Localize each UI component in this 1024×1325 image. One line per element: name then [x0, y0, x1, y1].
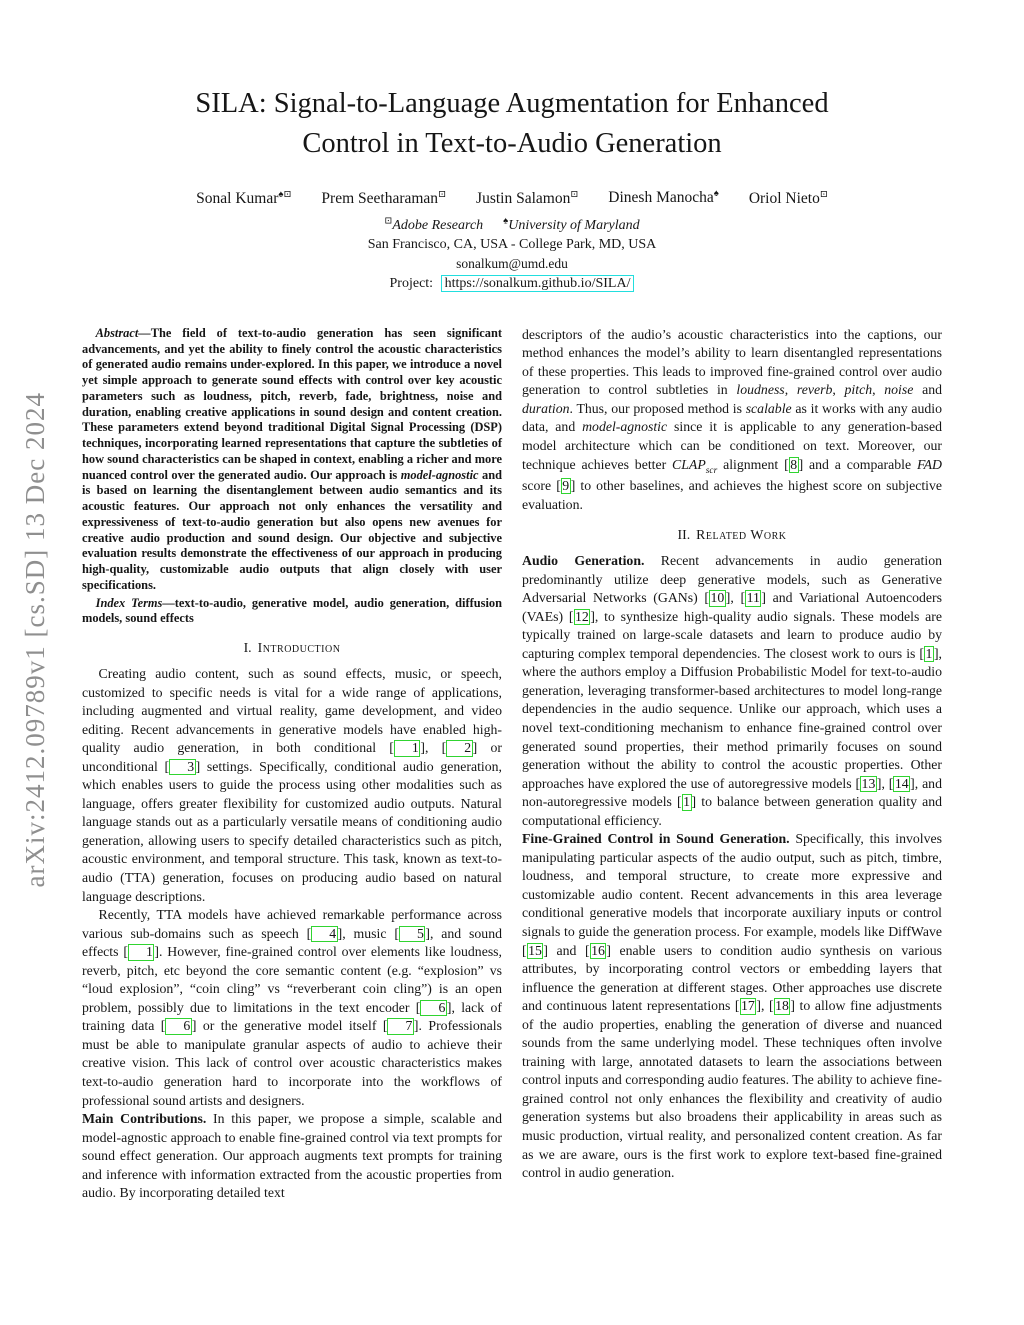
citation-6[interactable]: 6	[165, 1018, 191, 1034]
author-2: Prem Seetharaman⊡	[321, 189, 447, 208]
author-affiliation-mark: ⊡	[438, 189, 447, 200]
citation-1[interactable]: 1	[394, 740, 420, 756]
affiliation-2: ♠University of Maryland	[503, 216, 640, 233]
section-number: I.	[243, 640, 252, 655]
paper-title: SILA: Signal-to-Language Augmentation for Enhanced Control in Text-to-Audio Generation	[195, 88, 829, 160]
author-affiliation-mark: ⊡	[570, 189, 579, 200]
citation-3[interactable]: 3	[169, 759, 195, 775]
paragraph-lead: Main Contributions.	[82, 1111, 207, 1127]
paragraph: Main Contributions. In this paper, we propose a simple, scalable and model-agnostic approach to enable fine-grained control via text prompts for sound effect generation. Our approach augments text prompts for training and inference with information extracted from the acoustic properties from audio. By incorporating detailed text	[82, 1111, 502, 1201]
citation-2[interactable]: 2	[446, 740, 472, 756]
email-line: sonalkum@umd.edu	[456, 255, 568, 271]
paragraph-lead: Audio Generation.	[522, 553, 645, 569]
index-terms: Index Terms—text-to-audio, generative model, audio generation, diffusion models, sound effects	[82, 595, 502, 626]
paragraph-lead: Abstract—	[95, 325, 151, 340]
citation-15[interactable]: 15	[528, 942, 542, 958]
citation-13[interactable]: 13	[861, 775, 876, 791]
affiliation-1: ⊡Adobe Research	[384, 216, 484, 233]
author-4: Dinesh Manocha♠	[608, 188, 719, 207]
citation-11[interactable]: 11	[746, 590, 760, 606]
affiliation-mark: ♠	[503, 216, 509, 227]
citation-17[interactable]: 17	[741, 998, 755, 1014]
section-title: Related Work	[696, 527, 787, 543]
left-column	[82, 326, 502, 1203]
paragraph: descriptors of the audio’s acoustic characteristics into the captions, our method enhances the model’s ability to learn disentangled representations of these properties. This leads to improved fine-grained control over audio generation to control subtleties in loudness, reverb, pitch, noise and duration. Thus, our proposed method is scalable as it works with any audio data, and model-agnostic since it is applicable to any generation-based model architecture which can be conditioned on text. Moreover, our technique achieves better $CLAP_{scr}$ alignment [ 8 ] and a comparable FAD score [ 9 ] to other baselines, and achieves the highest score on subjective evaluation.	[522, 326, 943, 512]
right-column	[522, 326, 942, 1203]
citation-9[interactable]: 9	[562, 477, 570, 493]
paragraph-lead: Index Terms—	[95, 595, 175, 610]
affiliation-mark: ⊡	[384, 216, 393, 227]
citation-6[interactable]: 6	[420, 1000, 446, 1016]
citation-12[interactable]: 12	[575, 608, 589, 624]
author-3: Justin Salamon⊡	[476, 189, 579, 208]
project-link[interactable]: https://sonalkum.github.io/SILA/	[441, 275, 635, 292]
citation-16[interactable]: 16	[591, 942, 605, 958]
section-heading	[82, 640, 502, 656]
author-affiliation-mark: ⊡	[819, 189, 828, 200]
citation-14[interactable]: 14	[894, 775, 909, 791]
address-line: San Francisco, CA, USA - College Park, MD, USA	[367, 236, 657, 252]
author-affiliation-mark: ♠	[713, 188, 719, 199]
author-1: Sonal Kumar♠⊡	[196, 189, 292, 208]
project-label: Project:	[389, 275, 434, 291]
citation-4[interactable]: 4	[311, 926, 337, 942]
project-line	[0, 276, 1024, 292]
citation-7[interactable]: 7	[387, 1018, 413, 1034]
citation-18[interactable]: 18	[775, 998, 789, 1014]
affiliation-line	[0, 215, 1024, 234]
abstract: Abstract—The field of text-to-audio generation has seen significant advancements, and yet the ability to finely control the acoustic characteristics of generated audio remains under-explored. In this paper, we introduce a novel yet simple approach to generate sound effects with control over key acoustic parameters such as loudness, pitch, reverb, fade, brightness, noise and duration, enabling creative applications in sound design and content creation. These parameters extend beyond traditional Digital Signal Processing (DSP) techniques, incorporating learned representations that capture the subtleties of how sound characteristics can be shaped in context, enabling a richer and more nuanced control over the generated audio. Our approach is model-agnostic and is based on learning the disentanglement between audio semantics and its acoustic features. Our approach not only enhances the versatility and expressiveness of text-to-audio generation but also opens new avenues for creative audio production and sound design. Our objective and subjective evaluation results demonstrate the effectiveness of our approach in producing high-quality, customizable audio outputs that align closely with user specifications.	[82, 325, 502, 592]
citation-5[interactable]: 5	[399, 926, 425, 942]
citation-8[interactable]: 8	[790, 456, 798, 472]
two-column-body	[82, 326, 942, 1203]
citation-1[interactable]: 1	[683, 794, 691, 810]
arxiv-watermark: arXiv:2412.09789v1 [cs.SD] 13 Dec 2024	[19, 392, 50, 888]
paragraph: Recently, TTA models have achieved remarkable performance across various sub-domains such as speech [ 4 ], music [ 5 ], and sound effects [ 1 ]. However, fine-grained control over elements like loudness, reverb, pitch, etc beyond the core semantic content (e.g. “explosion” vs “loud explosion”, “coin cling” vs “reverberant coin cling”) is an open problem, possibly due to limitations in the text encoder [ 6 ], lack of training data [ 6 ] or the generative model itself [ 7 ]. Professionals must be able to manipulate granular aspects of audio to achieve their creative vision. This lack of control over acoustic characteristics makes text-to-audio generation hard to incorporate into the workflows of professional sound artists and designers.	[82, 907, 503, 1108]
section-heading	[522, 527, 942, 543]
citation-10[interactable]: 10	[710, 590, 725, 606]
paragraph-lead: Fine-Grained Control in Sound Generation.	[522, 831, 790, 847]
section-number: II.	[677, 527, 691, 543]
paragraph: Creating audio content, such as sound effects, music, or speech, customized to specific needs is vital for a wide range of applications, including augmented and virtual reality, game development, and video editing. Recent advancements in generative models have enabled high-quality audio generation, in both conditional [ 1 ], [ 2 ] or unconditional [ 3 ] settings. Specifically, conditional audio generation, which enables users to guide the process using other modalities such as language, offers greater flexibility for customized audio outputs. Natural language stands out as a particularly versatile means of conditioning audio generation, allowing users to specify detailed characteristics such as pitch, acoustic environment, and temporal structure. This task, known as text-to-audio (TTA) generation, focuses on producing audio based on natural language descriptions.	[82, 666, 502, 904]
citation-1[interactable]: 1	[128, 944, 154, 960]
author-line	[0, 189, 1024, 208]
author-affiliation-mark: ♠⊡	[278, 189, 292, 200]
paragraph: Fine-Grained Control in Sound Generation. Specifically, this involves manipulating particular aspects of the audio output, such as pitch, timbre, loudness, and temporal structure, to create more expressive and customizable audio content. Recent advancements in this area leverage conditional generative models that incorporate auxiliary inputs or control signals to guide the generation process. For example, models like DiffWave [ 15 ] and [ 16 ] enable users to condition audio synthesis on various attributes, by incorporating control vectors or embedding layers that influence the generation at different stages. Other approaches use discrete and continuous latent representations [ 17 ], [ 18 ] to allow fine adjustments of the audio properties, enabling the generation of diverse and nuanced sounds from the same underlying model. These techniques often involve training with large, annotated datasets to learn the associations between control inputs and corresponding audio features. The ability to achieve fine-grained control not only enhances the flexibility and creativity of audio generation systems but also broadens their applicability in areas such as music production, virtual reality, and personalized content creation. As far as we are aware, ours is the first work to explore text-based fine-grained control in audio generation.	[522, 831, 943, 1181]
section-title: Introduction	[257, 640, 341, 655]
citation-1[interactable]: 1	[925, 645, 933, 661]
paragraph: Audio Generation. Recent advancements in audio generation predominantly utilize deep generative models, such as Generative Adversarial Networks (GANs) [ 10 ], [ 11 ] and Variational Autoencoders (VAEs) [ 12 ], to synthesize high-quality audio signals. These models are typically trained on large-scale datasets and learn to produce audio by capturing complex temporal dependencies. The closest work to ours is [ 1 ], where the authors employ a Diffusion Probabilistic Model for text-to-audio generation, leveraging transformer-based architectures to model long-range dependencies in the audio sequence. Unlike our approach, which uses a novel text-conditioning mechanism to enhance fine-grained control over generated sound properties, their method primarily focuses on sound generation without the ability to control the acoustic properties. Other approaches have explored the use of autoregressive models [ 13 ], [ 14 ], and non-autoregressive models [ 1 ] to balance between generation quality and computational efficiency.	[522, 553, 942, 828]
author-5: Oriol Nieto⊡	[748, 189, 828, 208]
